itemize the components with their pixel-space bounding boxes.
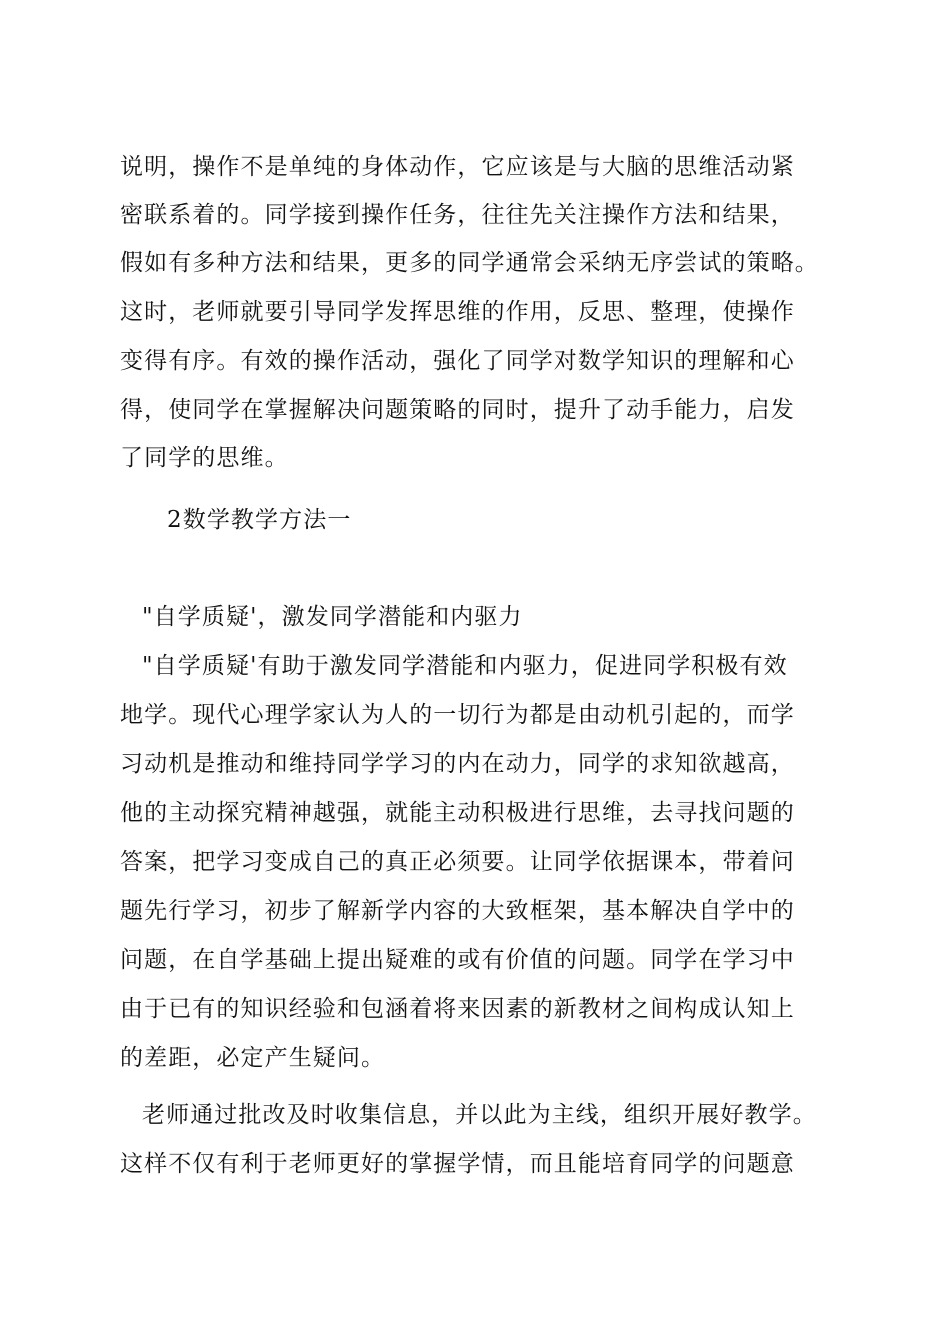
paragraph-line: 得，使同学在掌握解决问题策略的同时，提升了动手能力，启发	[120, 397, 795, 423]
paragraph-line: 变得有序。有效的操作活动，强化了同学对数学知识的理解和心	[120, 348, 795, 374]
paragraph-line: "自学质疑'有助于激发同学潜能和内驱力，促进同学积极有效	[142, 653, 788, 679]
paragraph-line: 答案，把学习变成自己的真正必须要。让同学依据课本，带着问	[120, 849, 795, 875]
paragraph-line: 老师通过批改及时收集信息，并以此为主线，组织开展好教学。	[142, 1102, 817, 1128]
paragraph-line: 习动机是推动和维持同学学习的内在动力，同学的求知欲越高，	[120, 751, 795, 777]
paragraph-line: 的差距，必定产生疑问。	[120, 1045, 386, 1071]
paragraph-line: 地学。现代心理学家认为人的一切行为都是由动机引起的，而学	[120, 702, 795, 728]
paragraph-line: 密联系着的。同学接到操作任务，往往先关注操作方法和结果，	[120, 202, 795, 228]
paragraph-line: 这样不仅有利于老师更好的掌握学情，而且能培育同学的问题意	[120, 1151, 795, 1177]
paragraph-line: 假如有多种方法和结果，更多的同学通常会采纳无序尝试的策略。	[120, 250, 819, 276]
paragraph-line: 了同学的思维。	[120, 445, 289, 471]
section-heading: 2数学教学方法一	[167, 507, 352, 533]
paragraph-line: 题先行学习，初步了解新学内容的大致框架，基本解决自学中的	[120, 898, 795, 924]
paragraph-line: 说明，操作不是单纯的身体动作，它应该是与大脑的思维活动紧	[120, 154, 795, 180]
paragraph-line: 问题，在自学基础上提出疑难的或有价值的问题。同学在学习中	[120, 947, 795, 973]
subsection-heading: "自学质疑'，激发同学潜能和内驱力	[142, 604, 523, 630]
paragraph-line: 他的主动探究精神越强，就能主动积极进行思维，去寻找问题的	[120, 800, 795, 826]
paragraph-line: 这时，老师就要引导同学发挥思维的作用，反思、整理，使操作	[120, 299, 795, 325]
paragraph-line: 由于已有的知识经验和包涵着将来因素的新教材之间构成认知上	[120, 996, 795, 1022]
